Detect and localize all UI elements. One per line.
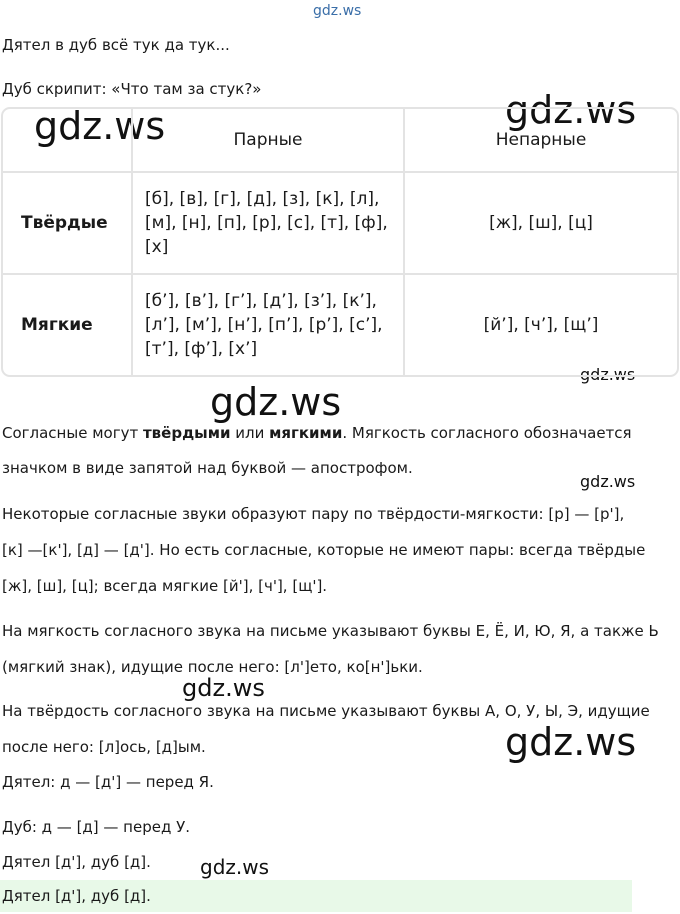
watermark: gdz.ws <box>505 88 637 132</box>
answer-line-3: Дятел [д'], дуб [д]. <box>2 853 151 871</box>
watermark: gdz.ws <box>34 104 166 148</box>
watermark-top: gdz.ws <box>313 3 362 19</box>
para3-line2: (мягкий знак), идущие после него: [л']ето, ко[н']ьки. <box>2 658 423 676</box>
watermark: gdz.ws <box>505 720 637 764</box>
table-row <box>3 173 677 275</box>
para2-line2: [к] —[к'], [д] — [д']. Но есть согласные, которые не имеют пары: всегда твёрдые <box>2 541 646 559</box>
text-span: . Мягкость согласного обозначается <box>342 424 632 442</box>
watermark: gdz.ws <box>200 855 270 879</box>
watermark: gdz.ws <box>210 380 342 424</box>
para3-line1: На мягкость согласного звука на письме указывают буквы Е, Ё, И, Ю, Я, а также Ь <box>2 622 659 640</box>
final-answer: Дятел [д'], дуб [д]. <box>2 887 151 905</box>
row-label-soft: Мягкие <box>3 275 133 375</box>
table-header-empty <box>3 109 133 173</box>
text-span: Согласные могут <box>2 424 143 442</box>
answer-line-2: Дуб: д — [д] — перед У. <box>2 818 191 836</box>
para4-line1: На твёрдость согласного звука на письме указывают буквы А, О, У, Ы, Э, идущие <box>2 702 650 720</box>
watermark: gdz.ws <box>182 674 265 702</box>
row-label-hard: Твёрдые <box>3 173 133 275</box>
table-row <box>3 275 677 375</box>
consonants-table <box>1 107 679 377</box>
para4-line2: после него: [л]ось, [д]ым. <box>2 738 206 756</box>
hard-unpaired-cell: [ж], [ш], [ц] <box>405 173 677 275</box>
para2-line3: [ж], [ш], [ц]; всегда мягкие [й'], [ч'], [щ']. <box>2 577 328 595</box>
table-header-row <box>3 109 677 173</box>
watermark: gdz.ws <box>580 365 636 384</box>
answer-line-1: Дятел: д — [д'] — перед Я. <box>2 773 214 791</box>
bold-term-soft: мягкими <box>269 424 343 442</box>
poem-line-1: Дятел в дуб всё тук да тук... <box>2 36 230 54</box>
bold-term-hard: твёрдыми <box>142 424 231 442</box>
para2-line1: Некоторые согласные звуки образуют пару по твёрдости-мягкости: [р] — [р'], <box>2 505 625 523</box>
para1-line2: значком в виде запятой над буквой — апострофом. <box>2 459 413 477</box>
table-header-paired: Парные <box>133 109 405 173</box>
watermark: gdz.ws <box>580 472 636 491</box>
poem-line-2: Дуб скрипит: «Что там за стук?» <box>2 80 262 98</box>
text-span: или <box>230 424 270 442</box>
soft-paired-cell: [б’], [в’], [г’], [д’], [з’], [к’], [л’], [м’], [н’], [п’], [р’], [с’], [т’], [ф’], [х’] <box>133 275 405 375</box>
hard-paired-cell: [б], [в], [г], [д], [з], [к], [л], [м], [н], [п], [р], [с], [т], [ф], [х] <box>133 173 405 275</box>
para1-line1 <box>2 424 632 442</box>
soft-unpaired-cell: [й’], [ч’], [щ’] <box>483 315 599 335</box>
table-header-unpaired: Непарные <box>405 109 677 173</box>
